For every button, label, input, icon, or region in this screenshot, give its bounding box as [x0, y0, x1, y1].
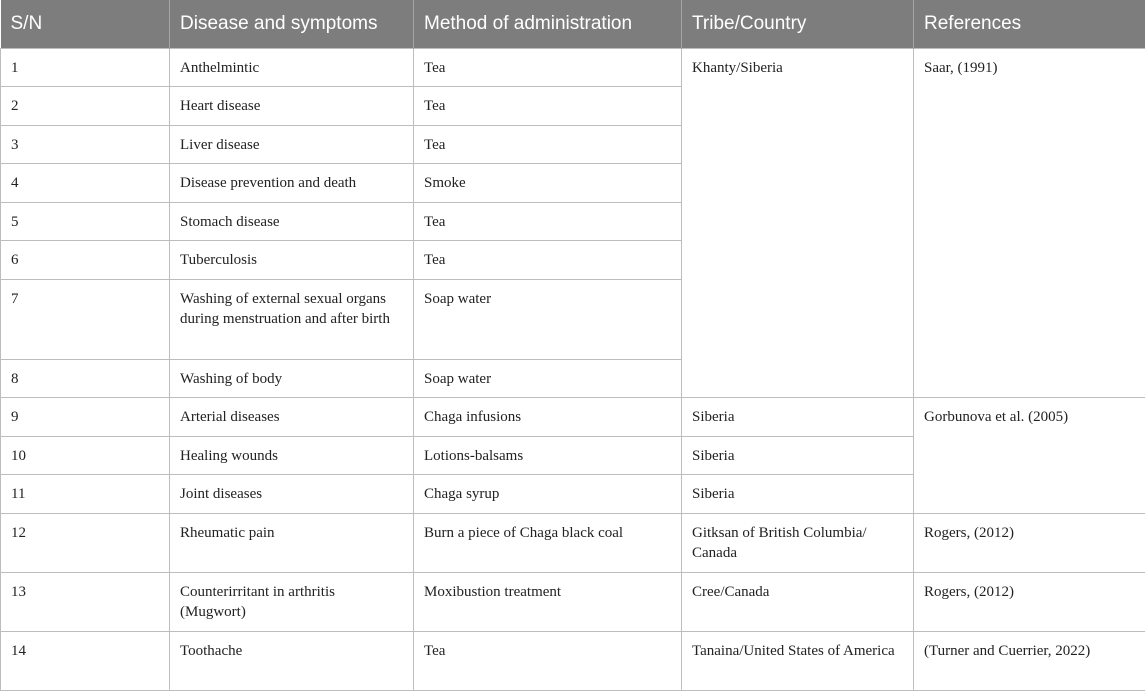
- cell-reference-merged: Gorbunova et al. (2005): [914, 398, 1145, 514]
- cell-tribe: Siberia: [682, 436, 914, 475]
- cell-method: Chaga infusions: [414, 398, 682, 437]
- cell-sn: 8: [1, 359, 170, 398]
- cell-disease: Stomach disease: [170, 202, 414, 241]
- header-references: References: [914, 0, 1145, 48]
- cell-method: Chaga syrup: [414, 475, 682, 514]
- cell-disease: Toothache: [170, 631, 414, 690]
- cell-sn: 13: [1, 572, 170, 631]
- cell-sn: 6: [1, 241, 170, 280]
- cell-disease: Washing of external sexual organs during menstruation and after birth: [170, 279, 414, 359]
- cell-sn: 12: [1, 513, 170, 572]
- cell-sn: 10: [1, 436, 170, 475]
- cell-disease: Liver disease: [170, 125, 414, 164]
- cell-method: Lotions-balsams: [414, 436, 682, 475]
- cell-disease: Arterial diseases: [170, 398, 414, 437]
- cell-method: Soap water: [414, 279, 682, 359]
- cell-method: Tea: [414, 631, 682, 690]
- cell-sn: 14: [1, 631, 170, 690]
- table-row: [1, 513, 1145, 572]
- table-row: [1, 398, 1145, 437]
- cell-sn: 11: [1, 475, 170, 514]
- cell-method: Tea: [414, 48, 682, 87]
- cell-tribe-merged: Khanty/Siberia: [682, 48, 914, 398]
- cell-tribe: Siberia: [682, 475, 914, 514]
- cell-tribe: Tanaina/United States of America: [682, 631, 914, 690]
- cell-sn: 5: [1, 202, 170, 241]
- cell-tribe: Siberia: [682, 398, 914, 437]
- cell-method: Moxibustion treatment: [414, 572, 682, 631]
- cell-sn: 7: [1, 279, 170, 359]
- cell-method: Smoke: [414, 164, 682, 203]
- cell-disease: Rheumatic pain: [170, 513, 414, 572]
- cell-method: Tea: [414, 241, 682, 280]
- table-row: [1, 48, 1145, 87]
- cell-disease: Anthelmintic: [170, 48, 414, 87]
- cell-method: Burn a piece of Chaga black coal: [414, 513, 682, 572]
- cell-sn: 3: [1, 125, 170, 164]
- cell-disease: Healing wounds: [170, 436, 414, 475]
- cell-disease: Disease prevention and death: [170, 164, 414, 203]
- cell-reference: (Turner and Cuerrier, 2022): [914, 631, 1145, 690]
- cell-disease: Heart disease: [170, 87, 414, 126]
- cell-method: Tea: [414, 125, 682, 164]
- cell-sn: 1: [1, 48, 170, 87]
- cell-reference: Rogers, (2012): [914, 572, 1145, 631]
- cell-reference-merged: Saar, (1991): [914, 48, 1145, 398]
- cell-method: Soap water: [414, 359, 682, 398]
- cell-disease: Joint diseases: [170, 475, 414, 514]
- header-method: Method of administration: [414, 0, 682, 48]
- table-header-row: [1, 0, 1145, 48]
- header-sn: S/N: [1, 0, 170, 48]
- header-tribe: Tribe/Country: [682, 0, 914, 48]
- cell-tribe: Gitksan of British Columbia/ Canada: [682, 513, 914, 572]
- cell-tribe: Cree/Canada: [682, 572, 914, 631]
- cell-reference: Rogers, (2012): [914, 513, 1145, 572]
- header-disease: Disease and symptoms: [170, 0, 414, 48]
- cell-disease: Tuberculosis: [170, 241, 414, 280]
- cell-sn: 9: [1, 398, 170, 437]
- table-row: [1, 631, 1145, 690]
- table-row: [1, 572, 1145, 631]
- cell-sn: 4: [1, 164, 170, 203]
- cell-disease: Washing of body: [170, 359, 414, 398]
- cell-method: Tea: [414, 87, 682, 126]
- cell-disease: Counterirritant in arthritis (Mugwort): [170, 572, 414, 631]
- cell-method: Tea: [414, 202, 682, 241]
- cell-sn: 2: [1, 87, 170, 126]
